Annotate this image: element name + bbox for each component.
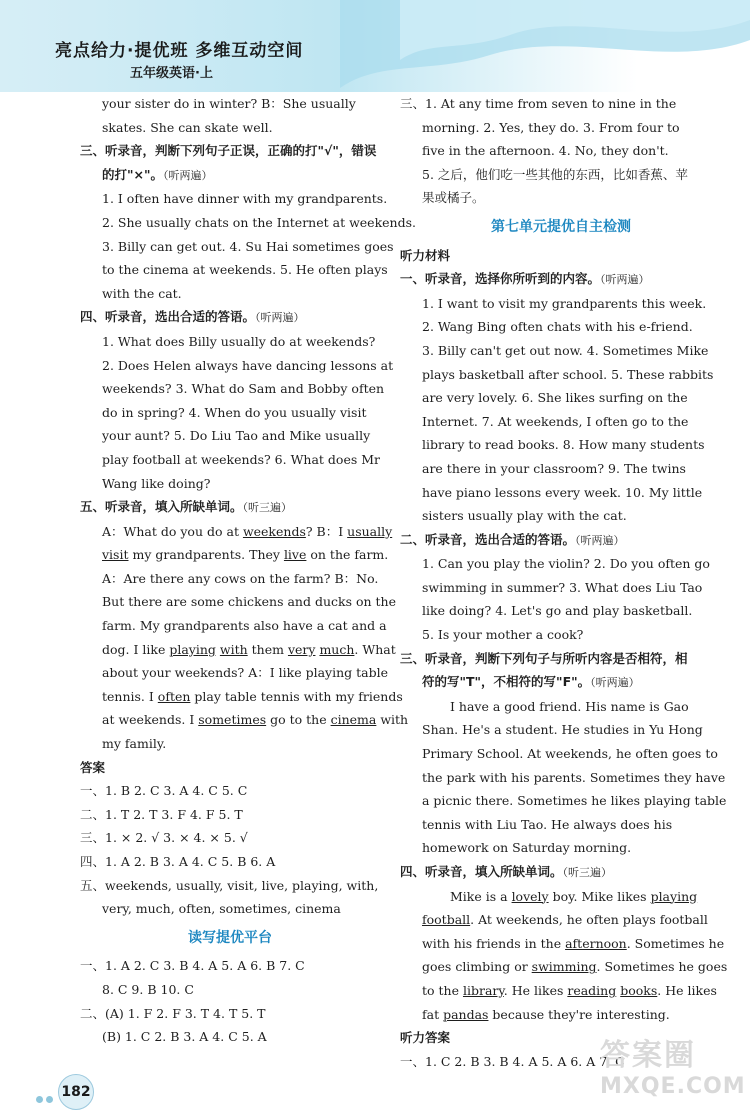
text-line: 1. What does Billy usually do at weekends? [102, 333, 376, 349]
book-subject: 五年级英语·上 [130, 66, 213, 81]
section-heading: 五、听录音，填入所缺单词。（听三遍） [80, 499, 293, 515]
filled-blank: lovely [511, 888, 549, 904]
section-heading: 一、听录音，选择你所听到的内容。（听两遍） [400, 271, 650, 287]
filled-blank: often [157, 688, 191, 704]
text-line: skates. She can skate well. [102, 119, 273, 135]
text-line: are very lovely. 6. She likes surfing on the [422, 390, 688, 406]
answer-line: 二、(A) 1. F 2. F 3. T 4. T 5. T [80, 1005, 266, 1021]
text-line: 2. She usually chats on the Internet at weekends. [102, 214, 416, 230]
text-line: do in spring? 4. When do you usually visit [102, 404, 367, 420]
text-line: your sister do in winter? B：She usually [102, 96, 356, 111]
filled-blank: books [620, 982, 658, 998]
site-watermark [600, 1030, 746, 1110]
answers-heading: 答案 [80, 759, 106, 775]
filled-blank: sometimes [198, 712, 267, 728]
watermark-url-text: MXQE.COM [600, 1074, 746, 1099]
filled-blank: playing [169, 641, 216, 657]
filled-blank: much [319, 641, 355, 657]
filled-blank: with [219, 641, 248, 657]
text-line: goes climbing or swimming. Sometimes he goes [422, 959, 728, 975]
right-column [400, 92, 728, 1073]
page-number: 182 [58, 1074, 94, 1110]
text-line: a picnic there. Sometimes he likes playing table [422, 793, 727, 809]
text-line: have piano lessons every week. 10. My little [422, 484, 703, 500]
text-line: to the cinema at weekends. 5. He often plays [102, 262, 388, 278]
text-line: Shan. He's a student. He studies in Yu Hong [422, 722, 703, 738]
answer-line: 一、1. A 2. C 3. B 4. A 5. A 6. B 7. C [80, 958, 305, 974]
text-line: 3. Billy can get out. 4. Su Hai sometimes goes [102, 238, 394, 254]
text-line: swimming in summer? 3. What does Liu Tao [422, 579, 703, 595]
filled-blank: swimming [531, 959, 597, 975]
text-line: tennis. I often play table tennis with my friends [102, 688, 403, 704]
text-line: Primary School. At weekends, he often goes to [422, 746, 718, 762]
left-column [80, 92, 416, 1049]
text-line: your aunt? 5. Do Liu Tao and Mike usually [102, 428, 371, 444]
text-line: I have a good friend. His name is Gao [450, 698, 689, 714]
answer-line: 二、1. T 2. T 3. F 4. F 5. T [80, 806, 243, 822]
filled-blank: afternoon [565, 935, 627, 951]
text-line: fat pandas because they're interesting. [422, 1006, 670, 1022]
text-line: A：Are there any cows on the farm? B：No. [102, 570, 379, 586]
text-line: about your weekends? A：I like playing table [102, 665, 389, 681]
text-line: homework on Saturday morning. [422, 840, 632, 856]
text-line: But there are some chickens and ducks on the [102, 594, 396, 610]
listening-heading: 听力材料 [400, 247, 451, 263]
filled-blank: usually [347, 523, 393, 539]
text-line: like doing? 4. Let's go and play basketball. [422, 603, 693, 619]
answer-line: morning. 2. Yes, they do. 3. From four to [422, 119, 680, 135]
answer-line: 四、1. A 2. B 3. A 4. C 5. B 6. A [80, 854, 276, 869]
text-line: Internet. 7. At weekends, I often go to the [422, 413, 689, 429]
filled-blank: library [462, 982, 504, 998]
text-line: dog. I like playing with them very much. What [102, 641, 396, 657]
text-line: A：What do you do at weekends? B：I usually [102, 523, 393, 539]
answer-line: 8. C 9. B 10. C [102, 981, 194, 997]
watermark-logo-text: 答案圈 [600, 1038, 696, 1073]
book-brand-title: 亮点给力·提优班 多维互动空间 [55, 41, 304, 61]
text-line: 2. Wang Bing often chats with his e-friend. [422, 319, 693, 335]
filled-blank: very [287, 641, 316, 657]
text-line: 1. I often have dinner with my grandparents. [102, 191, 388, 207]
text-line: with the cat. [102, 285, 182, 301]
text-line: 1. Can you play the violin? 2. Do you often go [422, 556, 710, 572]
text-line: Mike is a lovely boy. Mike likes playing [450, 888, 698, 904]
text-line: football. At weekends, he often plays football [422, 912, 708, 928]
text-line: visit my grandparents. They live on the farm. [102, 547, 389, 563]
text-line: my family. [102, 736, 167, 752]
answer-line: 一、1. C 2. B 3. B 4. A 5. A 6. A 7. C [400, 1053, 625, 1069]
section-heading: 四、听录音，选出合适的答语。（听两遍） [80, 309, 305, 325]
filled-blank: pandas [443, 1006, 489, 1022]
text-line: plays basketball after school. 5. These rabbits [422, 366, 714, 382]
text-line: 5. Is your mother a cook? [422, 627, 584, 643]
filled-blank: playing [650, 888, 698, 904]
answer-line: 五、weekends, usually, visit, live, playing, with, [80, 877, 379, 893]
section-heading: 二、听录音，选出合适的答语。（听两遍） [400, 531, 625, 547]
section-heading: 三、听录音，判断下列句子正误，正确的打"√"，错误 [80, 143, 377, 159]
text-line: sisters usually play with the cat. [422, 508, 627, 524]
answer-line: (B) 1. C 2. B 3. A 4. C 5. A [102, 1029, 267, 1045]
text-line: tennis with Liu Tao. He always does his [422, 816, 673, 832]
text-line: to the library. He likes reading books. He likes [422, 982, 717, 998]
text-line: 3. Billy can't get out now. 4. Sometimes Mike [422, 342, 709, 358]
answer-line: very, much, often, sometimes, cinema [102, 901, 341, 917]
text-line: at weekends. I sometimes go to the cinema with [102, 712, 409, 728]
filled-blank: live [283, 547, 307, 563]
platform-title: 读写提优平台 [188, 929, 272, 946]
answer-line: 一、1. B 2. C 3. A 4. C 5. C [80, 783, 248, 799]
answer-line: 果或橘子。 [422, 190, 485, 206]
text-line: 1. I want to visit my grandparents this week. [422, 295, 707, 311]
filled-blank: football [422, 912, 471, 928]
filled-blank: reading [567, 982, 617, 998]
section-heading: 三、听录音，判断下列句子与所听内容是否相符，相 [400, 650, 688, 666]
text-line: library to read books. 8. How many students [422, 437, 705, 453]
answer-line: 5. 之后，他们吃一些其他的东西，比如香蕉、苹 [422, 166, 688, 182]
section-heading: 符的写"T"，不相符的写"F"。（听两遍） [422, 674, 640, 690]
text-line: with his friends in the afternoon. Sometimes he [422, 935, 725, 951]
page-dots-decoration [36, 1088, 56, 1107]
header-wave-decoration [340, 0, 750, 90]
text-line: are there in your classroom? 9. The twins [422, 460, 686, 476]
answer-line: 三、1. At any time from seven to nine in the [400, 96, 677, 111]
section-heading: 四、听录音，填入所缺单词。（听三遍） [400, 864, 613, 879]
text-line: Wang like doing? [102, 475, 211, 491]
answers-heading: 听力答案 [400, 1030, 451, 1046]
filled-blank: weekends [242, 523, 306, 539]
filled-blank: visit [102, 547, 129, 563]
text-line: 2. Does Helen always have dancing lessons at [102, 357, 394, 373]
section-heading: 的打"×"。（听两遍） [102, 166, 213, 182]
text-line: the park with his parents. Sometimes they have [422, 769, 726, 785]
filled-blank: cinema [330, 712, 377, 728]
text-line: farm. My grandparents also have a cat and a [102, 618, 387, 634]
text-line: play football at weekends? 6. What does Mr [102, 451, 381, 467]
text-line: weekends? 3. What do Sam and Bobby often [102, 381, 385, 397]
answer-line: 三、1. × 2. √ 3. × 4. × 5. √ [80, 830, 248, 846]
unit-title: 第七单元提优自主检测 [491, 218, 631, 235]
answer-line: five in the afternoon. 4. No, they don't. [422, 143, 669, 159]
